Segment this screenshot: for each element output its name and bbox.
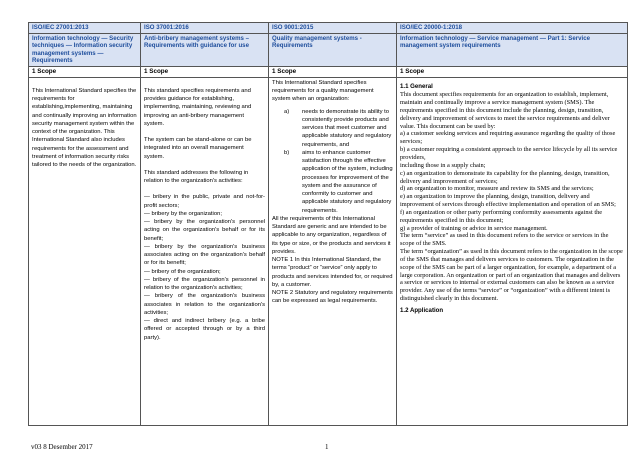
list-item: e) an organization to improve the planning, design, transition, delivery and improvement of services through effective implementation and operation of an SMS; xyxy=(400,193,616,209)
list-item: g) a provider of training or advice in service management. xyxy=(400,224,548,232)
section-heading: 1.1 General xyxy=(400,82,433,90)
scope-label: 1 Scope xyxy=(141,66,269,77)
list-item: — bribery by the organization's business associates acting on the organization's behalf or for its benefit; xyxy=(144,243,265,267)
content-row xyxy=(29,77,628,425)
list-item: c) an organization to demonstrate its capability for the planning, design, transition, delivery and improvement of services; xyxy=(400,169,610,185)
standard-title: Anti-bribery management systems – Requirements with guidance for use xyxy=(144,34,249,50)
requirement-list xyxy=(272,108,393,215)
scope-label: 1 Scope xyxy=(29,66,141,77)
page-number: 1 xyxy=(325,443,329,451)
list-item: — bribery of the organization's personnel in relation to the organization's activities; xyxy=(144,276,265,292)
header-iso20000 xyxy=(397,23,628,67)
scope-label: 1 Scope xyxy=(397,66,628,77)
paragraph: The term “organization” as used in this document refers to the organization in the scope of the SMS that manages and delivers services to customers. The organization in the scope of the SMS can be part of a larger organization, for example, a department of a large corporation. An organization or part of an organization that manages and delivers a service or services to internal or external customers can also be known as a service provider. Any use of the terms “service” or “organization” with a different intent is distinguished clearly in this document. xyxy=(400,248,623,303)
scope-row xyxy=(29,66,628,77)
scope-label: 1 Scope xyxy=(269,66,397,77)
paragraph: This document specifies requirements for an organization to establish, implement, maintain and continually improve a service management system (SMS). The requirements specified in this document include the planning, design, transition, delivery and improvement of services to meet the service requirements and deliver value. This document can be used by: xyxy=(400,91,610,130)
list-item: b) a customer requiring a consistent approach to the service lifecycle by all its service providers, xyxy=(400,146,618,161)
standard-name: ISO/IEC 27001:2013 xyxy=(29,23,140,34)
standard-name: ISO 37001:2016 xyxy=(141,23,268,34)
standard-name: ISO/IEC 20000-1:2018 xyxy=(397,23,627,34)
paragraph: The system can be stand-alone or can be integrated into an overall management system. xyxy=(144,137,252,160)
list-item: — direct and indirect bribery (e.g. a bribe offered or accepted through or by a third party). xyxy=(144,318,265,341)
header-iso37001 xyxy=(141,23,269,67)
list-text: needs to demonstrate its ability to consistently provide products and services that meet customer and applicable statutory and regulatory requirements, and xyxy=(302,108,392,148)
list-item: — bribery by the organization's personnel acting on the organization's behalf or for its benefit; xyxy=(144,219,265,242)
header-row xyxy=(29,23,628,67)
footer-version: v03 8 Desember 2017 xyxy=(31,443,93,451)
iso9001-scope-text xyxy=(269,77,397,425)
standard-title: Information technology — Security techniques — Information security management systems — Requirements xyxy=(32,34,134,65)
paragraph: This International Standard specifies the requirements for establishing,implementing, maintaining and continually improving an information security management system within the context of the organization. This International Standard also includes requirements for the assessment and treatment of information security risks tailored to the needs of the organization. xyxy=(32,87,137,169)
list-item: a) a customer seeking services and requiring assurance regarding the quality of those services; xyxy=(400,130,616,146)
paragraph: This standard addresses the following in relation to the organization's activities: xyxy=(144,169,249,185)
list-item: — bribery in the public, private and not-for- profit sectors; xyxy=(144,194,265,209)
list-text: aims to enhance customer satisfaction through the effective application of the system, including processes for improvement of the system and the assurance of conformity to customer and applicable statutory and regulatory requirements. xyxy=(302,149,393,214)
note: NOTE 1 In this International Standard, the terms “product” or “service” only apply to products and services intended for, or required by, a customer. xyxy=(272,257,393,288)
paragraph: This standard specifies requirements and provides guidance for establishing, implementing, maintaining, reviewing and improving an anti-bribery management system. xyxy=(144,87,252,127)
paragraph: All the requirements of this International Standard are generic and are intended to be applicable to any organization, regardless of its type or size, or the products and services it provides. xyxy=(272,215,391,255)
standard-name: ISO 9001:2015 xyxy=(269,23,396,34)
standard-title: Information technology — Service management — Part 1: Service management system requirements xyxy=(400,34,590,50)
list-item: including those in a supply chain; xyxy=(400,161,486,169)
note: NOTE 2 Statutory and regulatory requirements can be expressed as legal requirements. xyxy=(272,290,393,305)
header-iso9001 xyxy=(269,23,397,67)
list-item xyxy=(284,149,393,215)
paragraph: This International Standard specifies requirements for a quality management system when an organization: xyxy=(272,79,374,103)
paragraph: The term “service” as used in this document refers to the service or services in the scope of the SMS. xyxy=(400,232,609,248)
iso27001-scope-text xyxy=(29,77,141,425)
list-item: f) an organization or other party performing conformity assessments against the requirements specified in this document; xyxy=(400,208,603,224)
list-item: — bribery of the organization; xyxy=(144,268,221,275)
section-heading: 1.2 Application xyxy=(400,307,444,314)
list-item: — bribery of the organization's business associates in relation to the organization's activities; xyxy=(144,293,265,316)
list-item: — bribery by the organization; xyxy=(144,210,222,217)
iso37001-scope-text xyxy=(141,77,269,425)
standards-comparison-table xyxy=(28,22,628,426)
list-item: d) an organization to monitor, measure and review its SMS and the services; xyxy=(400,185,594,193)
list-label: b) xyxy=(284,149,290,156)
list-label: a) xyxy=(284,108,290,115)
list-item xyxy=(284,108,393,149)
header-iso27001 xyxy=(29,23,141,67)
iso20000-scope-text xyxy=(397,77,628,425)
standard-title: Quality management systems - Requirements xyxy=(272,34,362,50)
